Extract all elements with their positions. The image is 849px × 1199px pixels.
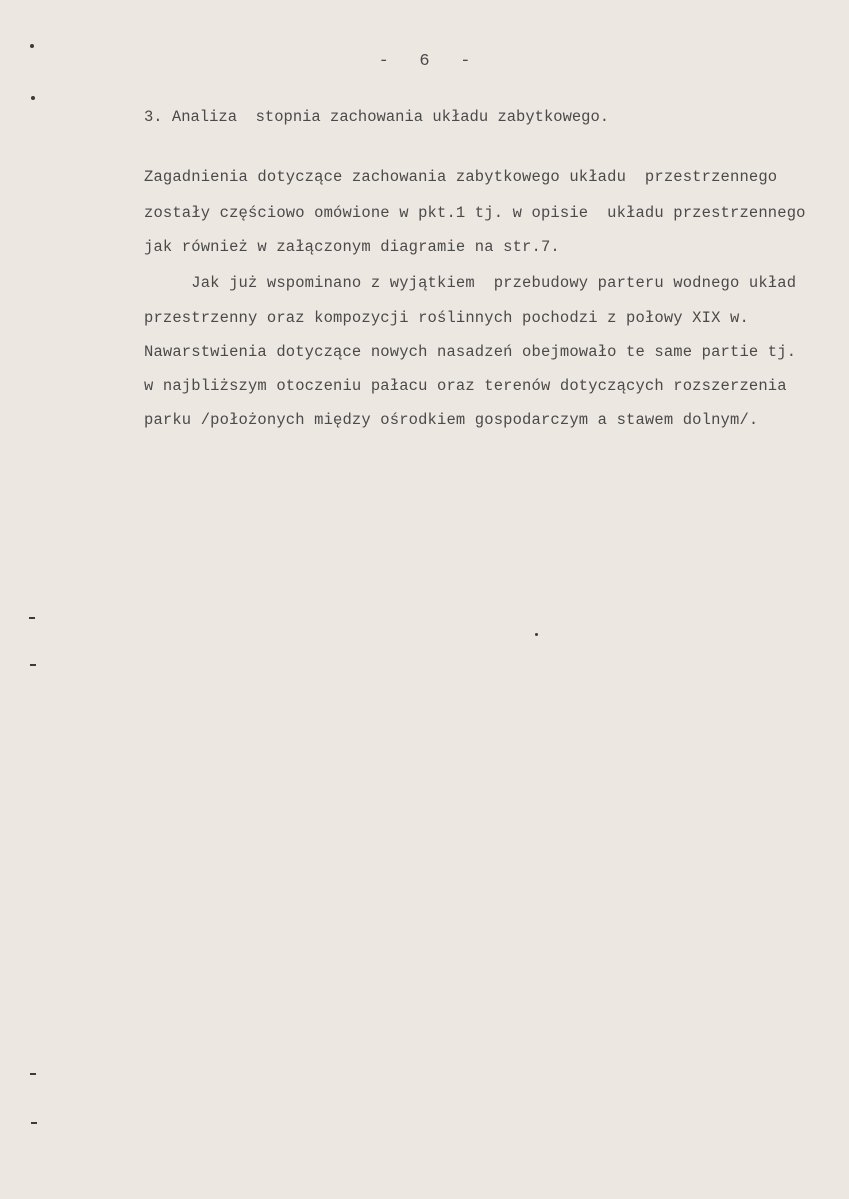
paragraph-2-line-4: w najbliższym otoczeniu pałacu oraz terenów dotyczących rozszerzenia bbox=[144, 377, 787, 395]
paragraph-1-line-3: jak również w załączonym diagramie na str.7. bbox=[144, 238, 560, 256]
margin-dash-mark bbox=[30, 1073, 36, 1075]
paragraph-2-line-2: przestrzenny oraz kompozycji roślinnych pochodzi z połowy XIX w. bbox=[144, 309, 749, 327]
stray-dot-mark bbox=[535, 633, 538, 636]
margin-dash-mark bbox=[30, 664, 36, 666]
paragraph-2-line-1: Jak już wspominano z wyjątkiem przebudowy parteru wodnego układ bbox=[144, 274, 797, 292]
page-number: - 6 - bbox=[378, 52, 471, 71]
paragraph-2-line-5: parku /położonych między ośrodkiem gospodarczym a stawem dolnym/. bbox=[144, 411, 759, 429]
margin-dot-mark bbox=[31, 96, 35, 100]
margin-dot-mark bbox=[30, 44, 34, 48]
paragraph-1-line-1: Zagadnienia dotyczące zachowania zabytkowego układu przestrzennego bbox=[144, 168, 778, 186]
paragraph-2-line-3: Nawarstwienia dotyczące nowych nasadzeń obejmowało te same partie tj. bbox=[144, 343, 797, 361]
margin-dash-mark bbox=[29, 617, 35, 619]
section-title: 3. Analiza stopnia zachowania układu zabytkowego. bbox=[144, 108, 610, 126]
margin-dash-mark bbox=[31, 1122, 37, 1124]
paragraph-1-line-2: zostały częściowo omówione w pkt.1 tj. w opisie układu przestrzennego bbox=[144, 204, 806, 222]
